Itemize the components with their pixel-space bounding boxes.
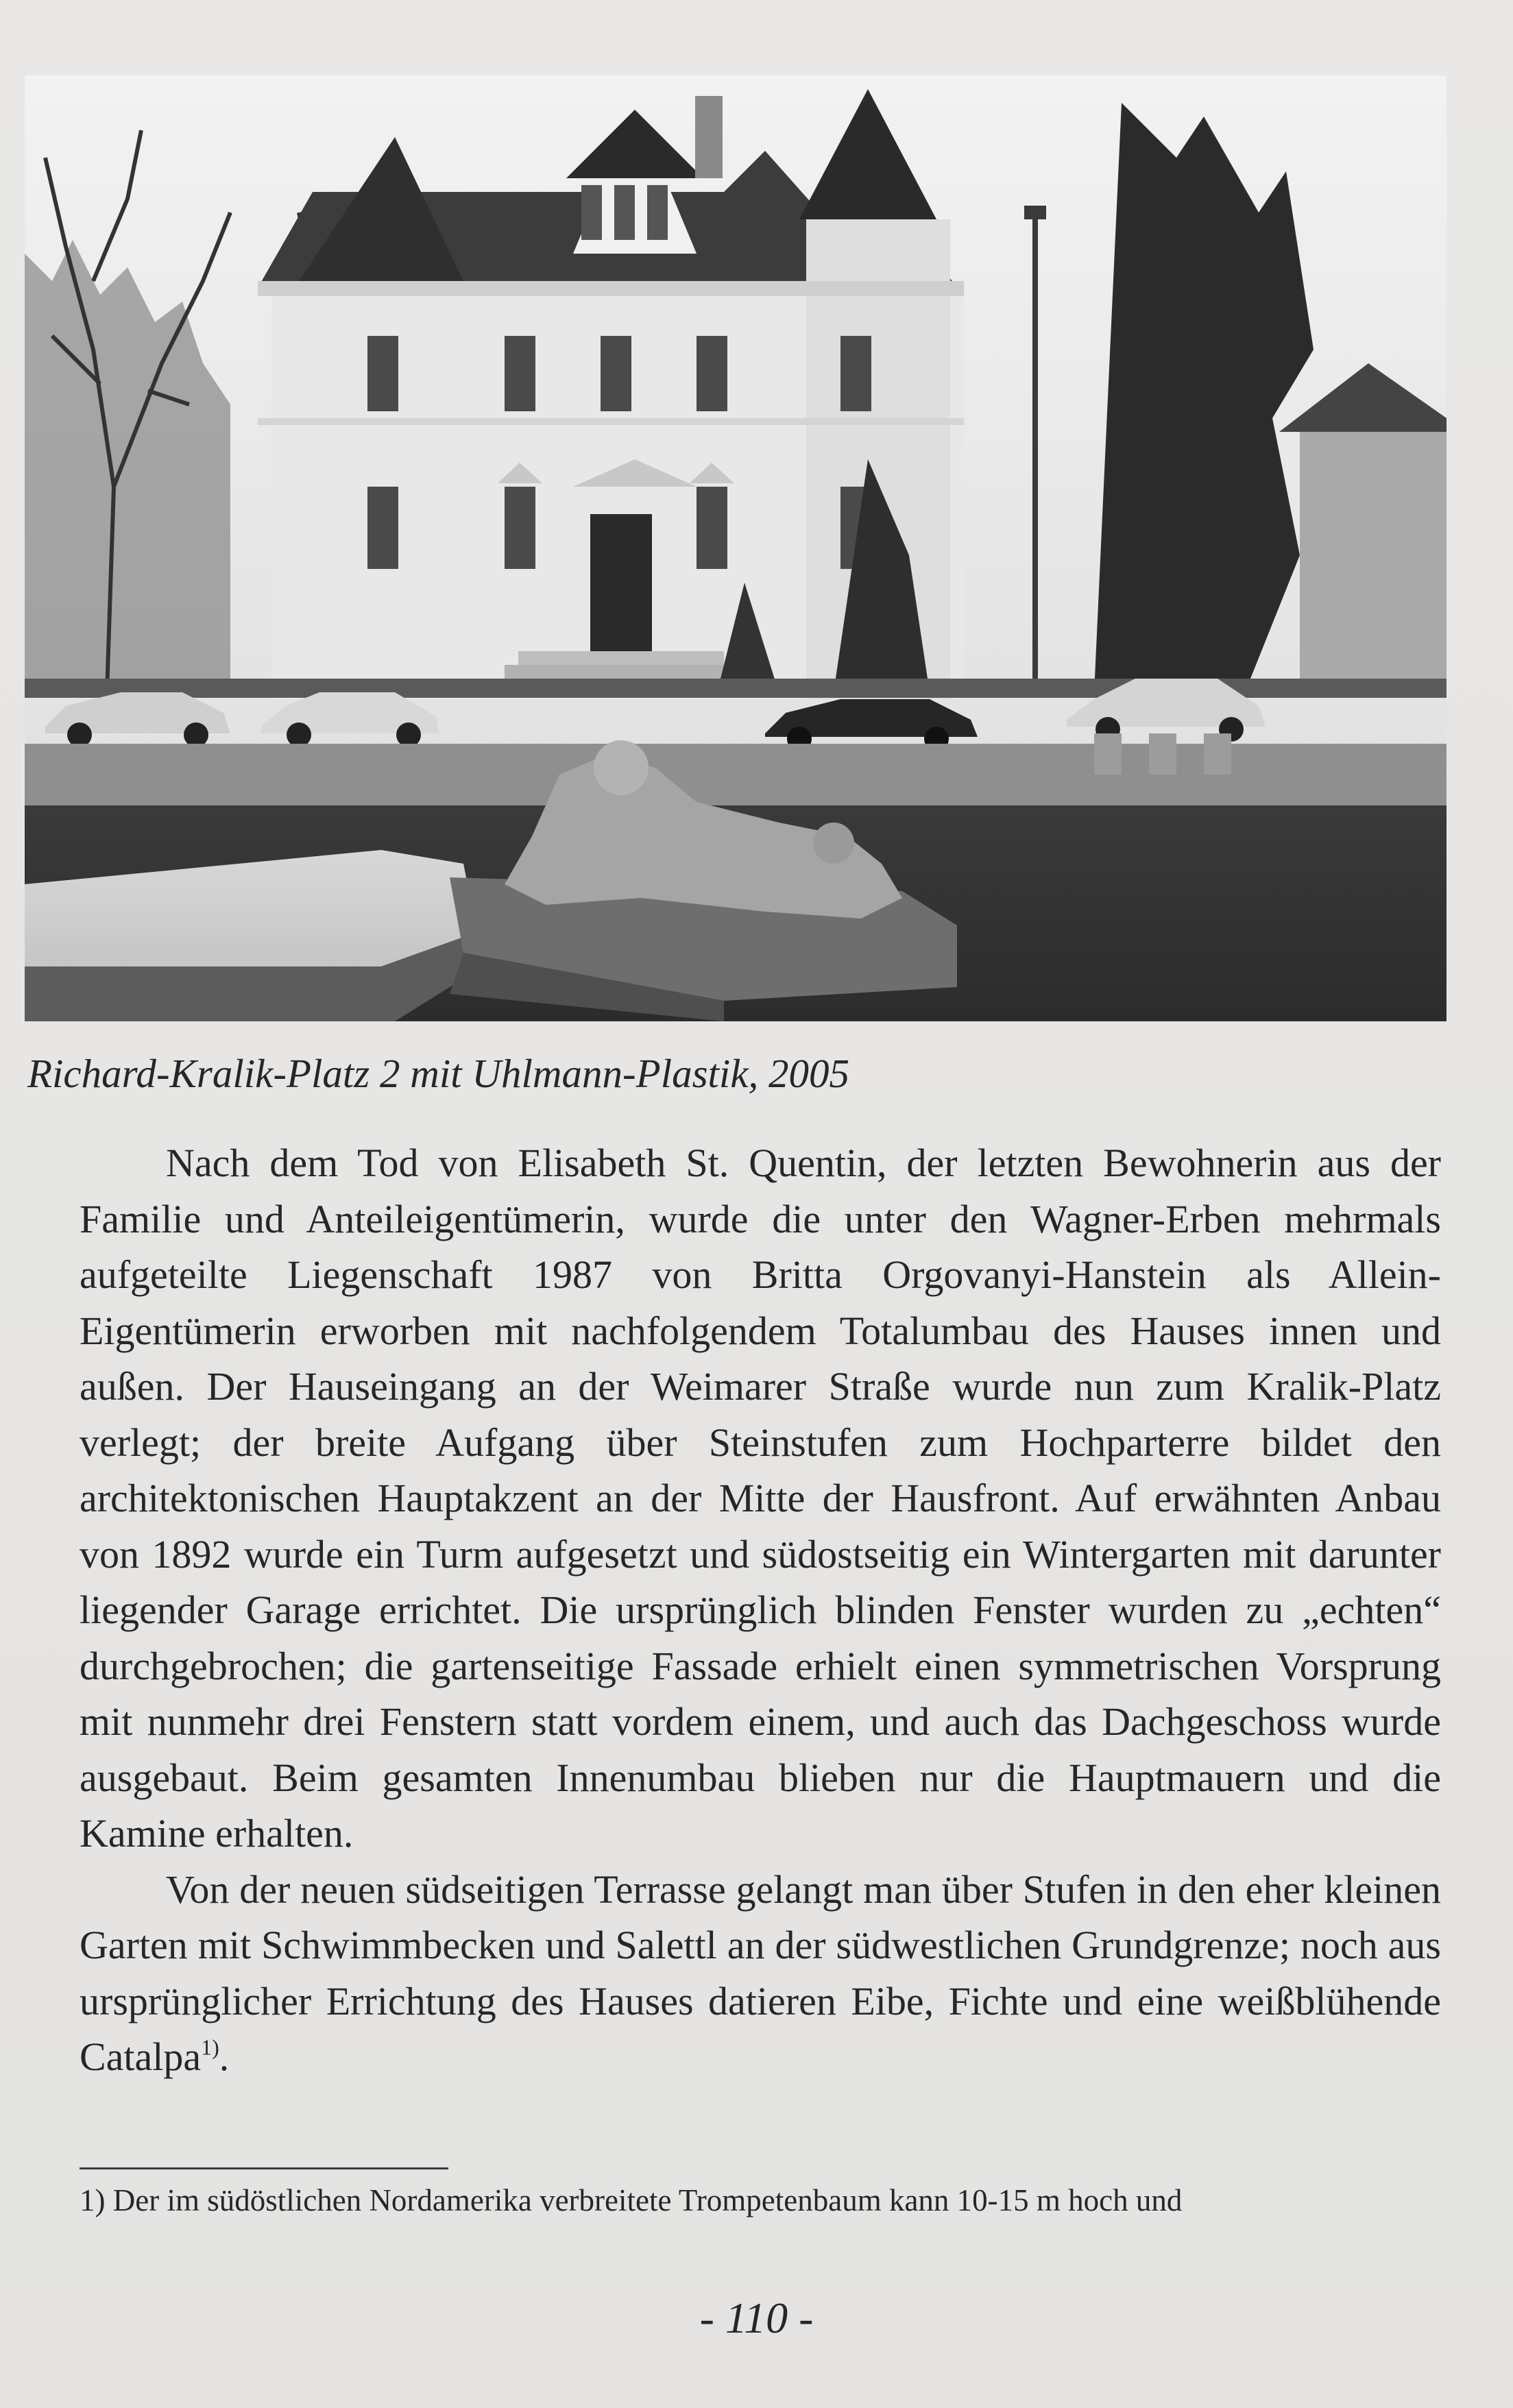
paragraph-1-text: Nach dem Tod von Elisabeth St. Quentin, der letzten Bewohnerin aus der Familie und Anteileigentümerin, wurde die unter den Wagner-Erben mehrmals aufgeteilte Liegenschaft 1987 von Britta Orgovanyi-Hanstein als Allein-Eigentümerin erworben mit nachfolgendem Totalumbau des Hauses innen und außen. Der Hauseingang an der Weimarer Straße wurde nun zum Kralik-Platz verlegt; der breite Aufgang über Steinstufen zum Hochparterre bildet den architektonischen Hauptakzent an der Mitte der Hausfront. Auf erwähnten Anbau von 1892 wurde ein Turm aufgesetzt und südostseitig ein Wintergarten mit darunter liegender Garage errichtet. Die ursprünglich blinden Fenster wurden zu „echten“ durchgebrochen; die gartenseitige Fassade erhielt einen symmetrischen Vorsprung mit nunmehr drei Fenstern statt vordem einem, und auch das Dachgeschoss wurde ausgebaut. Beim gesamten Innenumbau blieben nur die Hauptmauern und die Kamine erhalten. [80, 1141, 1441, 1856]
page-number: - 110 - [699, 2294, 814, 2342]
footnote-separator [80, 2167, 448, 2169]
footnote-reference[interactable]: 1) [201, 2035, 219, 2060]
photo-caption: Richard-Kralik-Platz 2 mit Uhlmann-Plastik, 2005 [27, 1051, 850, 1096]
paragraph-2-end: . [219, 2034, 230, 2079]
footnote-text: Der im südöstlichen Nordamerika verbreitete Trompetenbaum kann 10-15 m hoch und [112, 2183, 1183, 2217]
main-text [80, 1135, 1441, 2085]
paragraph-1 [80, 1135, 1441, 1862]
footnote [80, 2178, 1441, 2222]
paragraph-2 [80, 1862, 1441, 2085]
footnote-marker: 1) [80, 2183, 106, 2217]
house-photograph [25, 75, 1447, 1021]
paragraph-2-text: Von der neuen südseitigen Terrasse gelangt man über Stufen in den eher kleinen Garten mit Schwimmbecken und Salettl an der südwestlichen Grundgrenze; noch aus ursprünglicher Errichtung des Hauses datieren Eibe, Fichte und eine weißblühende Catalpa [80, 1866, 1441, 2079]
